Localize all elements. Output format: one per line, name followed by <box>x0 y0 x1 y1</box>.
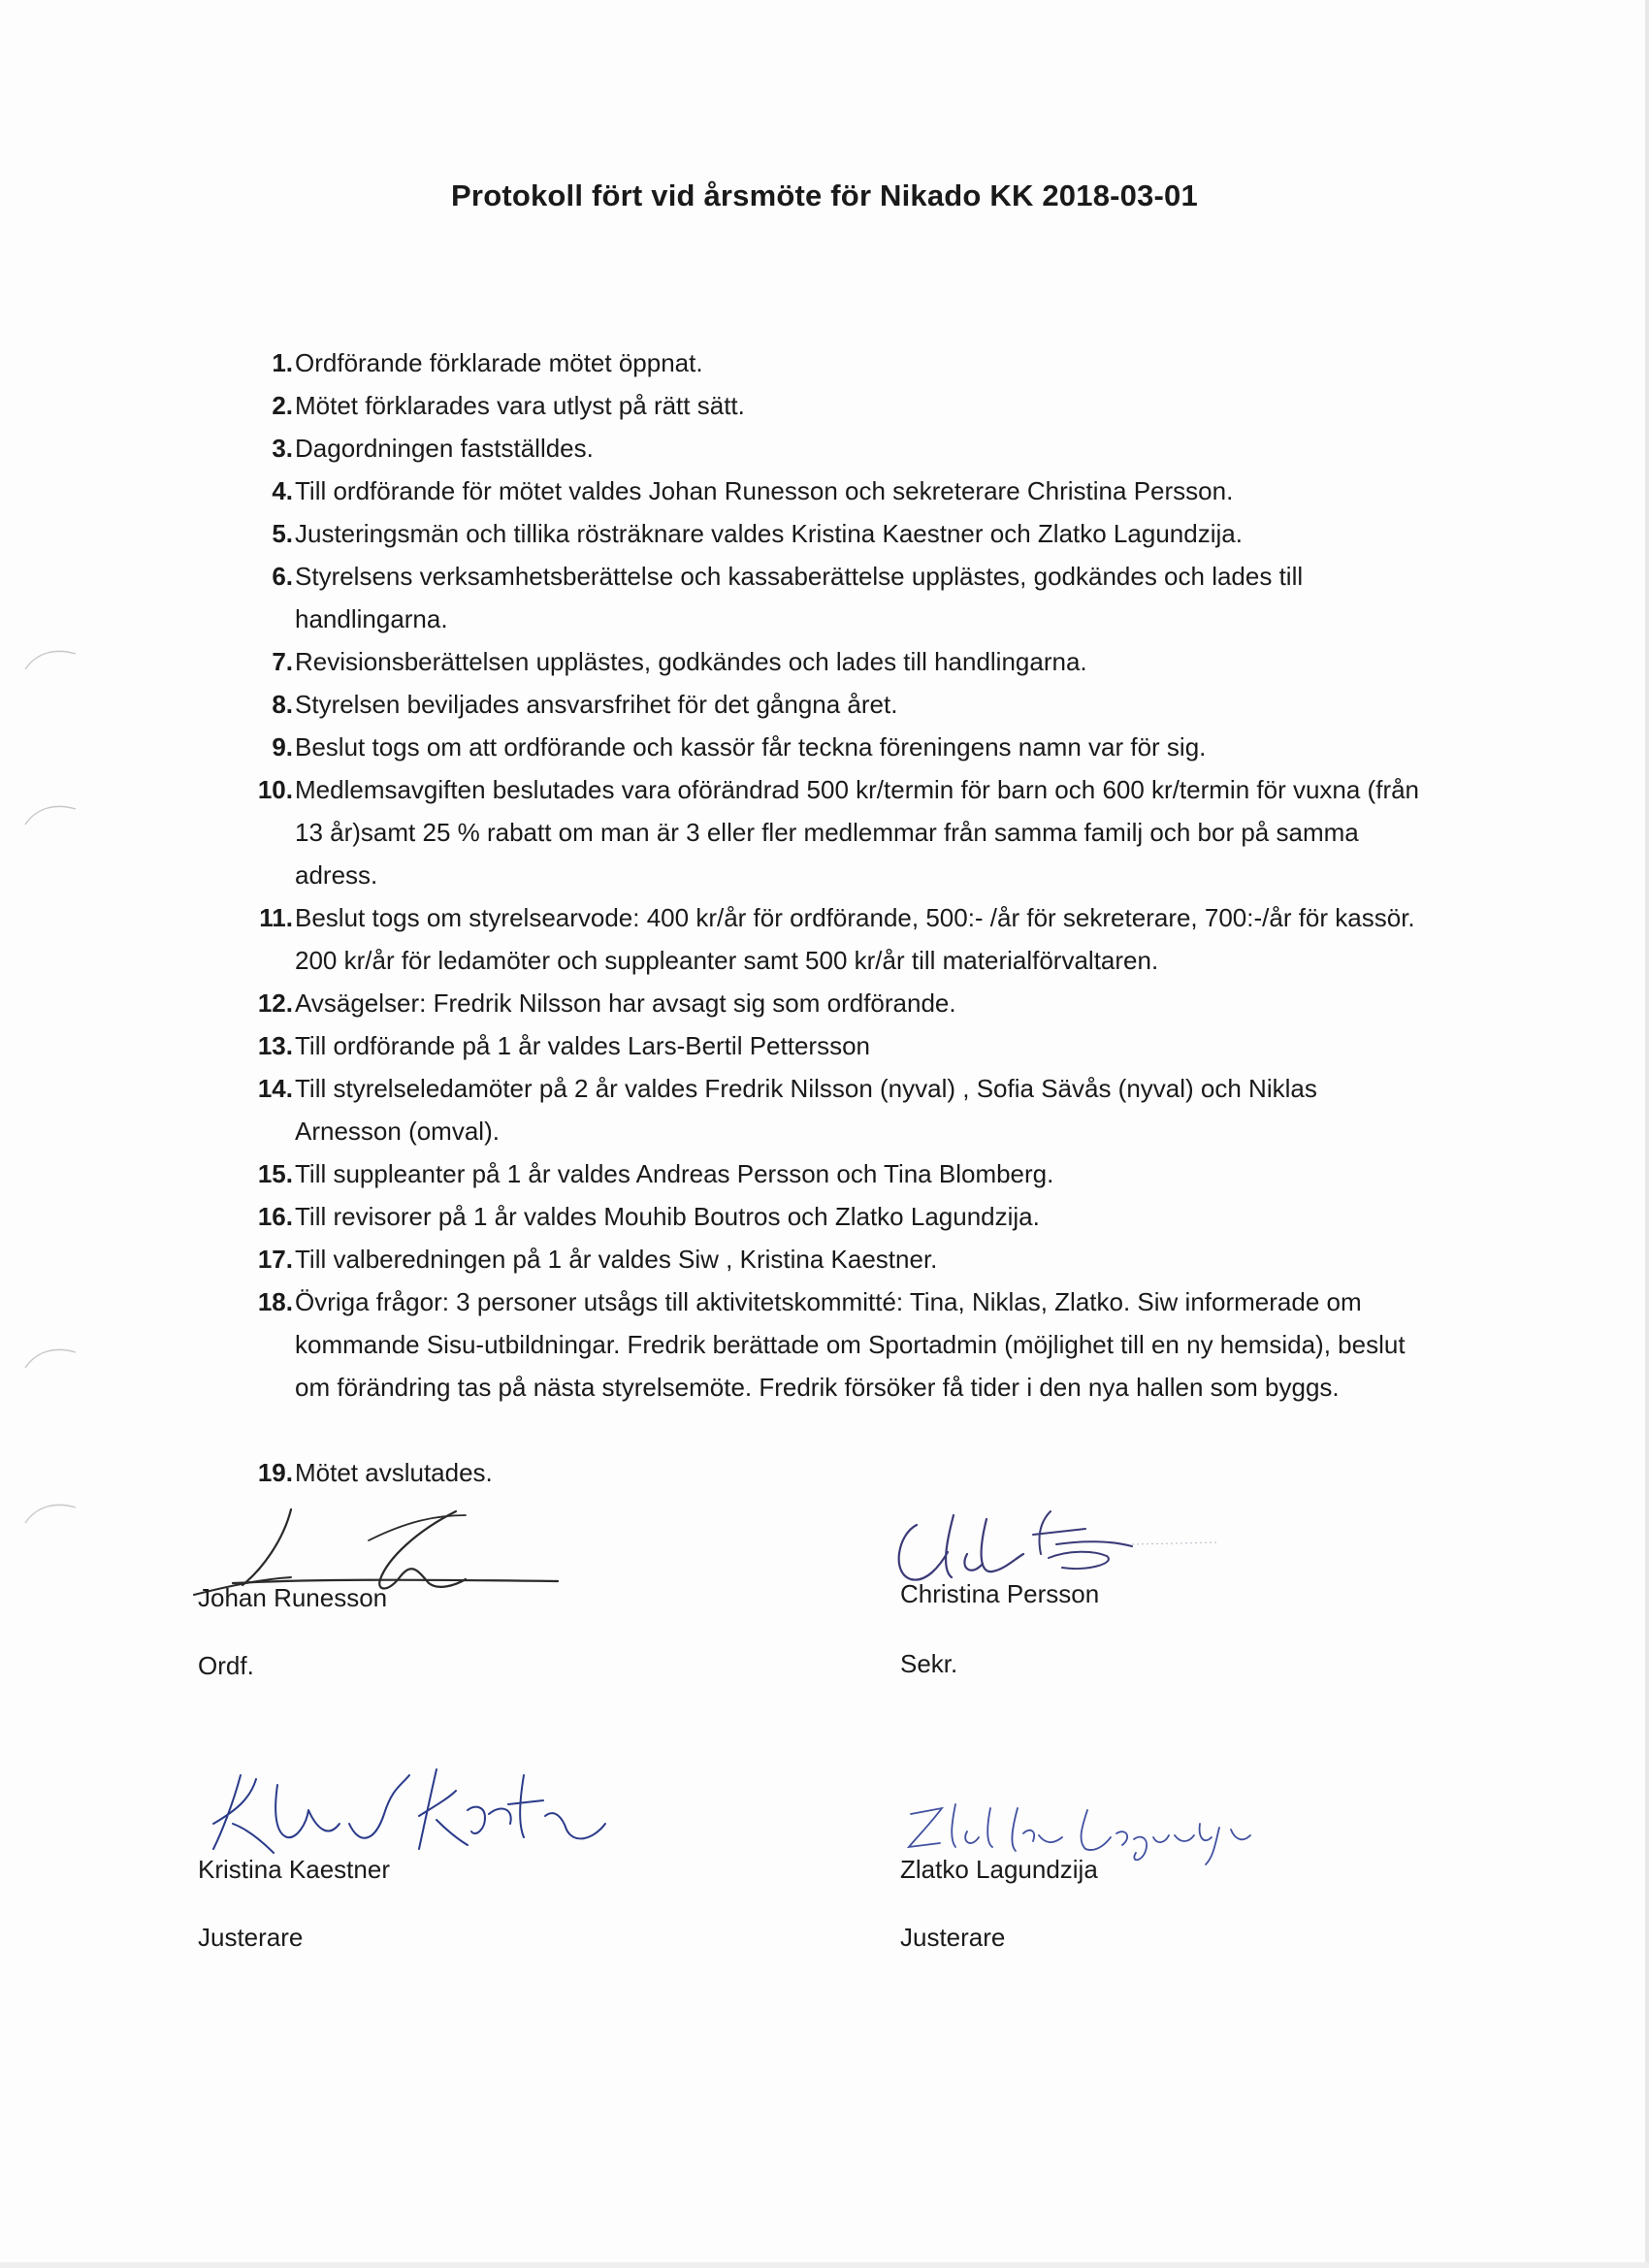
item-number: 1. <box>272 348 293 377</box>
item-number: 6. <box>272 562 293 591</box>
agenda-item <box>241 726 1424 768</box>
signer-role: Ordf. <box>198 1651 254 1680</box>
item-text: Justeringsmän och tillika rösträknare valdes Kristina Kaestner och Zlatko Lagundzija. <box>295 519 1243 548</box>
signer-name: Zlatko Lagundzija <box>900 1855 1098 1884</box>
agenda-item <box>241 1238 1424 1280</box>
item-number: 13. <box>257 1031 293 1060</box>
signer-name: Johan Runesson <box>198 1583 388 1612</box>
agenda-item <box>241 982 1424 1024</box>
agenda-item <box>241 555 1424 640</box>
item-text: Mötet förklarades vara utlyst på rätt sätt. <box>295 391 745 420</box>
item-text: Till suppleanter på 1 år valdes Andreas Persson och Tina Blomberg. <box>295 1159 1054 1188</box>
item-text: Beslut togs om styrelsearvode: 400 kr/år för ordförande, 500:- /år för sekreterare, 700:-/år för kassör. 200 kr/år för ledamöter och suppleanter samt 500 kr/år till materialförvaltaren. <box>295 903 1415 975</box>
item-text: Dagordningen fastställdes. <box>295 434 594 463</box>
agenda-item <box>241 1067 1424 1152</box>
item-text: Till ordförande för mötet valdes Johan Runesson och sekreterare Christina Persson. <box>295 476 1234 505</box>
signer-role: Justerare <box>900 1923 1006 1952</box>
item-text: Avsägelser: Fredrik Nilsson har avsagt sig som ordförande. <box>295 988 956 1018</box>
agenda-item <box>241 768 1424 896</box>
item-number: 8. <box>272 690 293 719</box>
item-number: 15. <box>257 1159 293 1188</box>
item-text: Till valberedningen på 1 år valdes Siw , Kristina Kaestner. <box>295 1245 938 1274</box>
item-text: Mötet avslutades. <box>295 1458 493 1487</box>
agenda-item <box>241 1024 1424 1067</box>
item-text: Till styrelseledamöter på 2 år valdes Fredrik Nilsson (nyval) , Sofia Sävås (nyval) och Niklas Arnesson (omval). <box>295 1074 1317 1146</box>
agenda-item <box>241 1195 1424 1238</box>
item-number: 11. <box>259 903 293 932</box>
punch-hole-mark <box>21 1339 80 1377</box>
item-text: Till ordförande på 1 år valdes Lars-Bertil Pettersson <box>295 1031 870 1060</box>
agenda-list <box>241 341 1424 1494</box>
scan-edge <box>1645 0 1649 2268</box>
item-text: Övriga frågor: 3 personer utsågs till aktivitetskommitté: Tina, Niklas, Zlatko. Siw informerade om kommande Sisu-utbildningar. Fredrik berättade om Sportadmin (möjlighet till en ny hemsida), beslut om förändring tas på nästa styrelsemöte. Fredrik försöker få tider i den nya hallen som byggs. <box>295 1287 1406 1402</box>
item-number: 9. <box>272 732 293 761</box>
agenda-item <box>241 1451 1424 1494</box>
item-text: Medlemsavgiften beslutades vara oförändrad 500 kr/termin för barn och 600 kr/termin för vuxna (från 13 år)samt 25 % rabatt om man är 3 eller fler medlemmar från samma familj och bor på samma adress. <box>295 775 1420 890</box>
agenda-item <box>241 683 1424 726</box>
item-number: 16. <box>257 1202 293 1231</box>
agenda-item <box>241 1280 1424 1451</box>
item-number: 3. <box>272 434 293 463</box>
agenda-item <box>241 1152 1424 1195</box>
item-text: Till revisorer på 1 år valdes Mouhib Boutros och Zlatko Lagundzija. <box>295 1202 1040 1231</box>
item-number: 14. <box>257 1074 293 1103</box>
punch-hole-mark <box>21 640 80 679</box>
signature-christina-persson <box>878 1496 1227 1593</box>
item-text: Beslut togs om att ordförande och kassör får teckna föreningens namn var för sig. <box>295 732 1207 761</box>
item-text: Styrelsen beviljades ansvarsfrihet för det gångna året. <box>295 690 898 719</box>
item-number: 4. <box>272 476 293 505</box>
agenda-item <box>241 384 1424 427</box>
signer-name: Christina Persson <box>900 1579 1100 1608</box>
item-number: 17. <box>257 1245 293 1274</box>
item-number: 12. <box>257 988 293 1018</box>
item-number: 7. <box>272 647 293 676</box>
agenda-item <box>241 341 1424 384</box>
agenda-item <box>241 427 1424 470</box>
signer-role: Sekr. <box>900 1649 958 1678</box>
agenda-item <box>241 512 1424 555</box>
punch-hole-mark <box>21 1494 80 1533</box>
signer-role: Justerare <box>198 1923 304 1952</box>
agenda-item <box>241 896 1424 982</box>
scan-edge <box>0 2262 1649 2268</box>
agenda-item <box>241 640 1424 683</box>
item-number: 19. <box>257 1458 293 1487</box>
item-number: 5. <box>272 519 293 548</box>
document-title: Protokoll fört vid årsmöte för Nikado KK 2018-03-01 <box>451 178 1198 212</box>
item-number: 10. <box>257 775 293 804</box>
item-number: 18. <box>257 1287 293 1316</box>
item-text: Revisionsberättelsen upplästes, godkändes och lades till handlingarna. <box>295 647 1087 676</box>
signer-name: Kristina Kaestner <box>198 1855 390 1884</box>
item-number: 2. <box>272 391 293 420</box>
punch-hole-mark <box>21 795 80 834</box>
agenda-item <box>241 470 1424 512</box>
item-text: Styrelsens verksamhetsberättelse och kassaberättelse upplästes, godkändes och lades till handlingarna. <box>295 562 1304 633</box>
item-text: Ordförande förklarade mötet öppnat. <box>295 348 703 377</box>
